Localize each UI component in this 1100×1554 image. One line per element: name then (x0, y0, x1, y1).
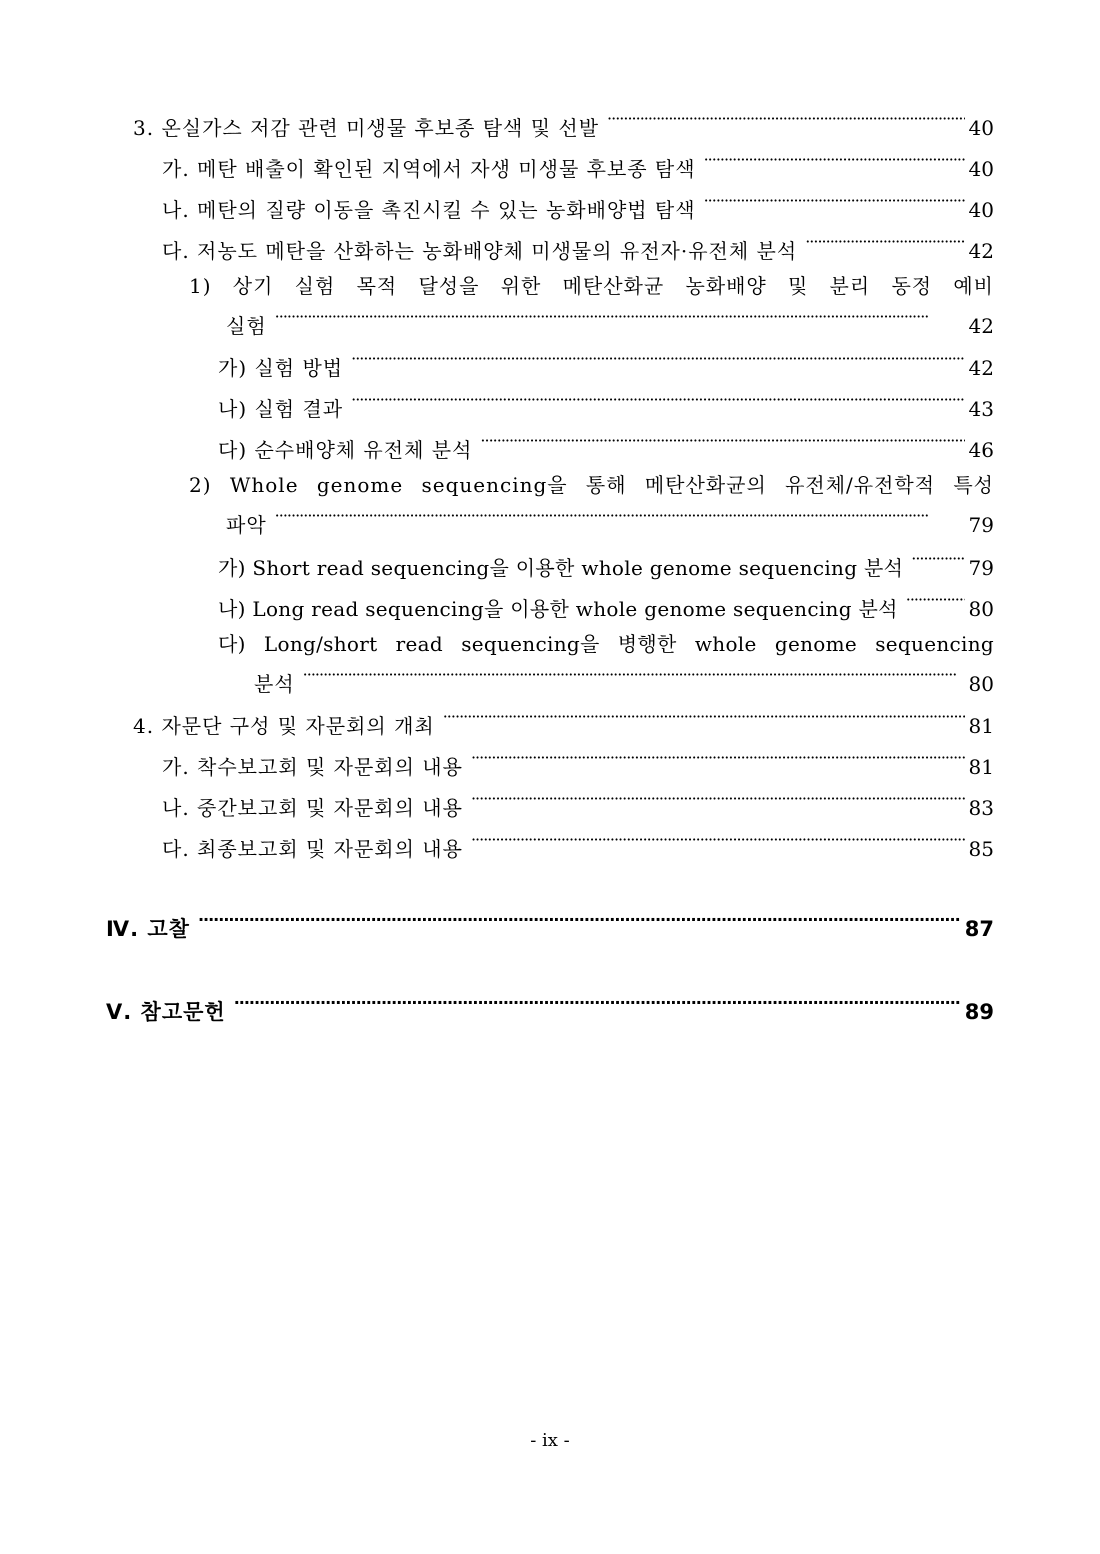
toc-entry-page: 81 (968, 714, 994, 738)
toc-entry-label: 나. 중간보고회 및 자문회의 내용 (162, 796, 463, 820)
toc-entry-label: 가) Short read sequencing을 이용한 whole genome sequencing 분석 (218, 556, 904, 580)
toc-entry-label-line1: 2) Whole genome sequencing을 통해 메탄산화균의 유전체/유전학적 특성 (189, 473, 994, 497)
toc-leader-dots (275, 307, 965, 333)
toc-entry-label: 4. 자문단 구성 및 자문회의 개최 (133, 714, 435, 738)
toc-entry-page: 80 (968, 597, 994, 621)
toc-entry[interactable] (162, 191, 994, 222)
toc-chapter-page: 87 (964, 917, 994, 941)
toc-entry-page: 81 (968, 755, 994, 779)
toc-entry[interactable] (133, 707, 994, 738)
toc-leader-dots (443, 707, 965, 733)
toc-leader-dots (351, 349, 964, 375)
toc-entry-page: 40 (968, 157, 994, 181)
toc-leader-dots (911, 549, 964, 575)
toc-leader-dots (198, 910, 961, 936)
toc-entry[interactable] (133, 109, 994, 140)
toc-entry[interactable] (218, 390, 994, 421)
toc-entry-label: 나) 실험 결과 (218, 397, 344, 421)
toc-chapter[interactable] (106, 910, 994, 941)
toc-entry-label: 3. 온실가스 저감 관련 미생물 후보종 탐색 및 선발 (133, 116, 600, 140)
toc-entry-page: 40 (968, 116, 994, 140)
toc-leader-dots (805, 232, 964, 258)
toc-entry[interactable] (189, 472, 994, 537)
toc-leader-dots (480, 431, 964, 457)
toc-leader-dots (234, 993, 961, 1019)
toc-entry-label: 다. 최종보고회 및 자문회의 내용 (162, 837, 463, 861)
toc-entry[interactable] (218, 349, 994, 380)
toc-leader-dots (704, 191, 965, 217)
toc-chapter-label: Ⅴ. 참고문헌 (106, 1000, 226, 1024)
toc-entry[interactable] (218, 590, 994, 621)
toc-entry-label: 가. 착수보고회 및 자문회의 내용 (162, 755, 463, 779)
toc-entry-label-line2: 분석 (254, 672, 295, 696)
toc-entry[interactable] (218, 549, 994, 580)
toc-entry-page: 83 (968, 796, 994, 820)
toc-entry[interactable] (162, 830, 994, 861)
toc-chapter-label: Ⅳ. 고찰 (106, 917, 190, 941)
toc-leader-dots (275, 506, 965, 532)
toc-entry-page: 42 (968, 239, 994, 263)
toc-entry-label-line1: 다) Long/short read sequencing을 병행한 whole genome sequencing (218, 632, 994, 656)
toc-leader-dots (704, 150, 965, 176)
toc-chapter-page: 89 (964, 1000, 994, 1024)
toc-entry-page: 42 (968, 356, 994, 380)
toc-entry-page: 40 (968, 198, 994, 222)
toc-leader-dots (303, 665, 965, 691)
toc-leader-dots (351, 390, 964, 416)
toc-entry-label: 가. 메탄 배출이 확인된 지역에서 자생 미생물 후보종 탐색 (162, 157, 696, 181)
toc-leader-dots (471, 830, 965, 856)
toc-entry-page: 80 (968, 672, 994, 696)
toc-entry-label: 다. 저농도 메탄을 산화하는 농화배양체 미생물의 유전자·유전체 분석 (162, 239, 798, 263)
toc-entry-page: 42 (968, 314, 994, 338)
toc-entry[interactable] (162, 748, 994, 779)
toc-entry[interactable] (162, 232, 994, 263)
toc-entry-label: 다) 순수배양체 유전체 분석 (218, 438, 473, 462)
toc-entry-page: 43 (968, 397, 994, 421)
page-number-footer: - ix - (530, 1430, 570, 1451)
toc-leader-dots (471, 789, 965, 815)
toc-entry-page: 46 (968, 438, 994, 462)
toc-entry-label: 가) 실험 방법 (218, 356, 344, 380)
toc-entry-label-line2: 실험 (226, 314, 267, 338)
toc-chapter[interactable] (106, 993, 994, 1024)
toc-entry-page: 79 (968, 513, 994, 537)
toc-entry[interactable] (218, 631, 994, 696)
toc-leader-dots (471, 748, 965, 774)
toc-entry[interactable] (189, 273, 994, 338)
toc-entry[interactable] (162, 789, 994, 820)
toc-entry-label: 나. 메탄의 질량 이동을 촉진시킬 수 있는 농화배양법 탐색 (162, 198, 696, 222)
toc-entry-page: 79 (968, 556, 994, 580)
toc-entry-label: 나) Long read sequencing을 이용한 whole genome sequencing 분석 (218, 597, 898, 621)
toc-entry-label-line2: 파악 (226, 513, 267, 537)
toc-leader-dots (607, 109, 965, 135)
toc-leader-dots (906, 590, 965, 616)
toc-entry[interactable] (162, 150, 994, 181)
toc-entry-page: 85 (968, 837, 994, 861)
toc-entry[interactable] (218, 431, 994, 462)
toc-entry-label-line1: 1) 상기 실험 목적 달성을 위한 메탄산화균 농화배양 및 분리 동정 예비 (189, 274, 994, 298)
